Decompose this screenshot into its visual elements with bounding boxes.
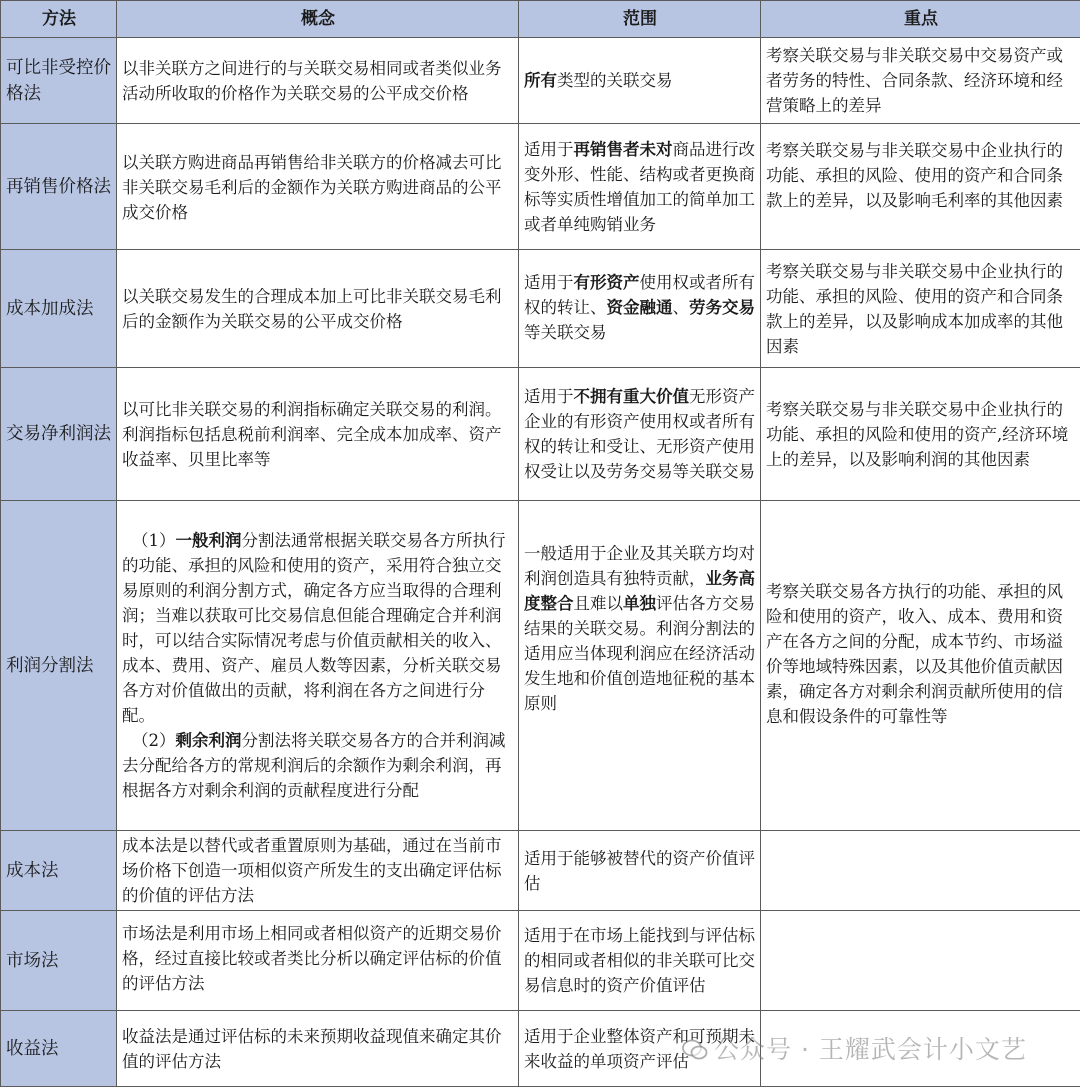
table-row	[1, 911, 1080, 1011]
bold-keyword: 劳务交易	[689, 298, 755, 317]
method-cell: 交易净利润法	[1, 368, 117, 501]
method-cell: 利润分割法	[1, 501, 117, 831]
table-row	[1, 124, 1080, 250]
focus-cell	[761, 1011, 1080, 1087]
scope-cell: 适用于能够被替代的资产价值评估	[519, 831, 761, 911]
scope-cell: 适用于在市场上能找到与评估标的相同或者相似的非关联可比交易信息时的资产价值评估	[519, 911, 761, 1011]
table-row	[1, 368, 1080, 501]
concept-paragraph-2: （2）剩余利润分割法将关联交易各方的合并利润减去分配给各方的常规利润后的余额作为剩余利润，再根据各方对剩余利润的贡献程度进行分配	[122, 731, 506, 800]
scope-cell: 适用于有形资产使用权或者所有权的转让、资金融通、劳务交易等关联交易	[519, 250, 761, 368]
scope-cell: 适用于再销售者未对商品进行改变外形、性能、结构或者更换商标等实质性增值加工的简单加工或者单纯购销业务	[519, 124, 761, 250]
focus-cell	[761, 831, 1080, 911]
method-cell: 成本法	[1, 831, 117, 911]
table-row	[1, 1011, 1080, 1087]
bold-keyword: 一般利润	[175, 531, 242, 550]
concept-cell	[117, 501, 519, 831]
table-header-row	[1, 1, 1080, 38]
method-cell: 市场法	[1, 911, 117, 1011]
focus-cell: 考察关联交易与非关联交易中交易资产或者劳务的特性、合同条款、经济环境和经营策略上的差异	[761, 38, 1080, 124]
scope-cell: 适用于不拥有重大价值无形资产企业的有形资产使用权或者所有权的转让和受让、无形资产使用权受让以及劳务交易等关联交易	[519, 368, 761, 501]
table-row	[1, 831, 1080, 911]
bold-keyword: 再销售者未对	[573, 139, 673, 159]
bold-keyword: 有形资产	[573, 273, 640, 292]
method-cell: 成本加成法	[1, 250, 117, 368]
concept-cell: 成本法是以替代或者重置原则为基础，通过在当前市场价格下创造一项相似资产所发生的支出确定评估标的价值的评估方法	[117, 831, 519, 911]
concept-cell: 以关联方购进商品再销售给非关联方的价格减去可比非关联交易毛利后的金额作为关联方购进商品的公平成交价格	[117, 124, 519, 250]
scope-cell: 适用于企业整体资产和可预期未来收益的单项资产评估	[519, 1011, 761, 1087]
table-row	[1, 501, 1080, 831]
bold-keyword: 资金融通	[606, 298, 673, 317]
bold-keyword: 单独	[623, 594, 656, 613]
focus-cell: 考察关联交易与非关联交易中企业执行的功能、承担的风险、使用的资产和合同条款上的差异，以及影响成本加成率的其他因素	[761, 250, 1080, 368]
bold-keyword: 业务高度整合	[524, 569, 755, 613]
concept-cell: 以非关联方之间进行的与关联交易相同或者类似业务活动所收取的价格作为关联交易的公平成交价格	[117, 38, 519, 124]
method-cell: 再销售价格法	[1, 124, 117, 250]
focus-cell: 考察关联交易与非关联交易中企业执行的功能、承担的风险和使用的资产,经济环境上的差异，以及影响利润的其他因素	[761, 368, 1080, 501]
focus-cell: 考察关联交易各方执行的功能、承担的风险和使用的资产，收入、成本、费用和资产在各方之间的分配，成本节约、市场溢价等地域特殊因素，以及其他价值贡献因素，确定各方对剩余利润贡献所使用的信息和假设条件的可靠性等	[761, 501, 1080, 831]
scope-cell: 一般适用于企业及其关联方均对利润创造具有独特贡献，业务高度整合且难以单独评估各方交易结果的关联交易。利润分割法的适用应当体现利润应在经济活动发生地和价值创造地征税的基本原则	[519, 501, 761, 831]
bold-keyword: 不拥有重大价值	[573, 387, 689, 406]
scope-cell: 所有类型的关联交易	[519, 38, 761, 124]
focus-cell	[761, 911, 1080, 1011]
concept-cell: 以可比非关联交易的利润指标确定关联交易的利润。利润指标包括息税前利润率、完全成本加成率、资产收益率、贝里比率等	[117, 368, 519, 501]
header-focus: 重点	[761, 1, 1080, 38]
bold-keyword: 剩余利润	[175, 731, 242, 750]
focus-cell: 考察关联交易与非关联交易中企业执行的功能、承担的风险、使用的资产和合同条款上的差异，以及影响毛利率的其他因素	[761, 124, 1080, 250]
concept-cell: 收益法是通过评估标的未来预期收益现值来确定其价值的评估方法	[117, 1011, 519, 1087]
watermark-text: 公众号 · 王耀武会计小文艺	[714, 1035, 1027, 1064]
bold-keyword: 所有	[524, 71, 557, 90]
table-row	[1, 38, 1080, 124]
method-cell: 收益法	[1, 1011, 117, 1087]
concept-cell: 市场法是利用市场上相同或者相似资产的近期交易价格，经过直接比较或者类比分析以确定评估标的价值的评估方法	[117, 911, 519, 1011]
header-scope: 范围	[519, 1, 761, 38]
method-cell: 可比非受控价格法	[1, 38, 117, 124]
concept-paragraph-1: （1）一般利润分割法通常根据关联交易各方所执行的功能、承担的风险和使用的资产，采用符合独立交易原则的利润分割方式，确定各方应当取得的合理利润；当难以获取可比交易信息但能合理确定合并利润时，可以结合实际情况考虑与价值贡献相关的收入、成本、费用、资产、雇员人数等因素，分析关联交易各方对价值做出的贡献，将利润在各方之间进行分配。	[122, 531, 506, 725]
header-concept: 概念	[117, 1, 519, 38]
header-method: 方法	[1, 1, 117, 38]
concept-cell: 以关联交易发生的合理成本加上可比非关联交易毛利后的金额作为关联交易的公平成交价格	[117, 250, 519, 368]
table-row	[1, 250, 1080, 368]
